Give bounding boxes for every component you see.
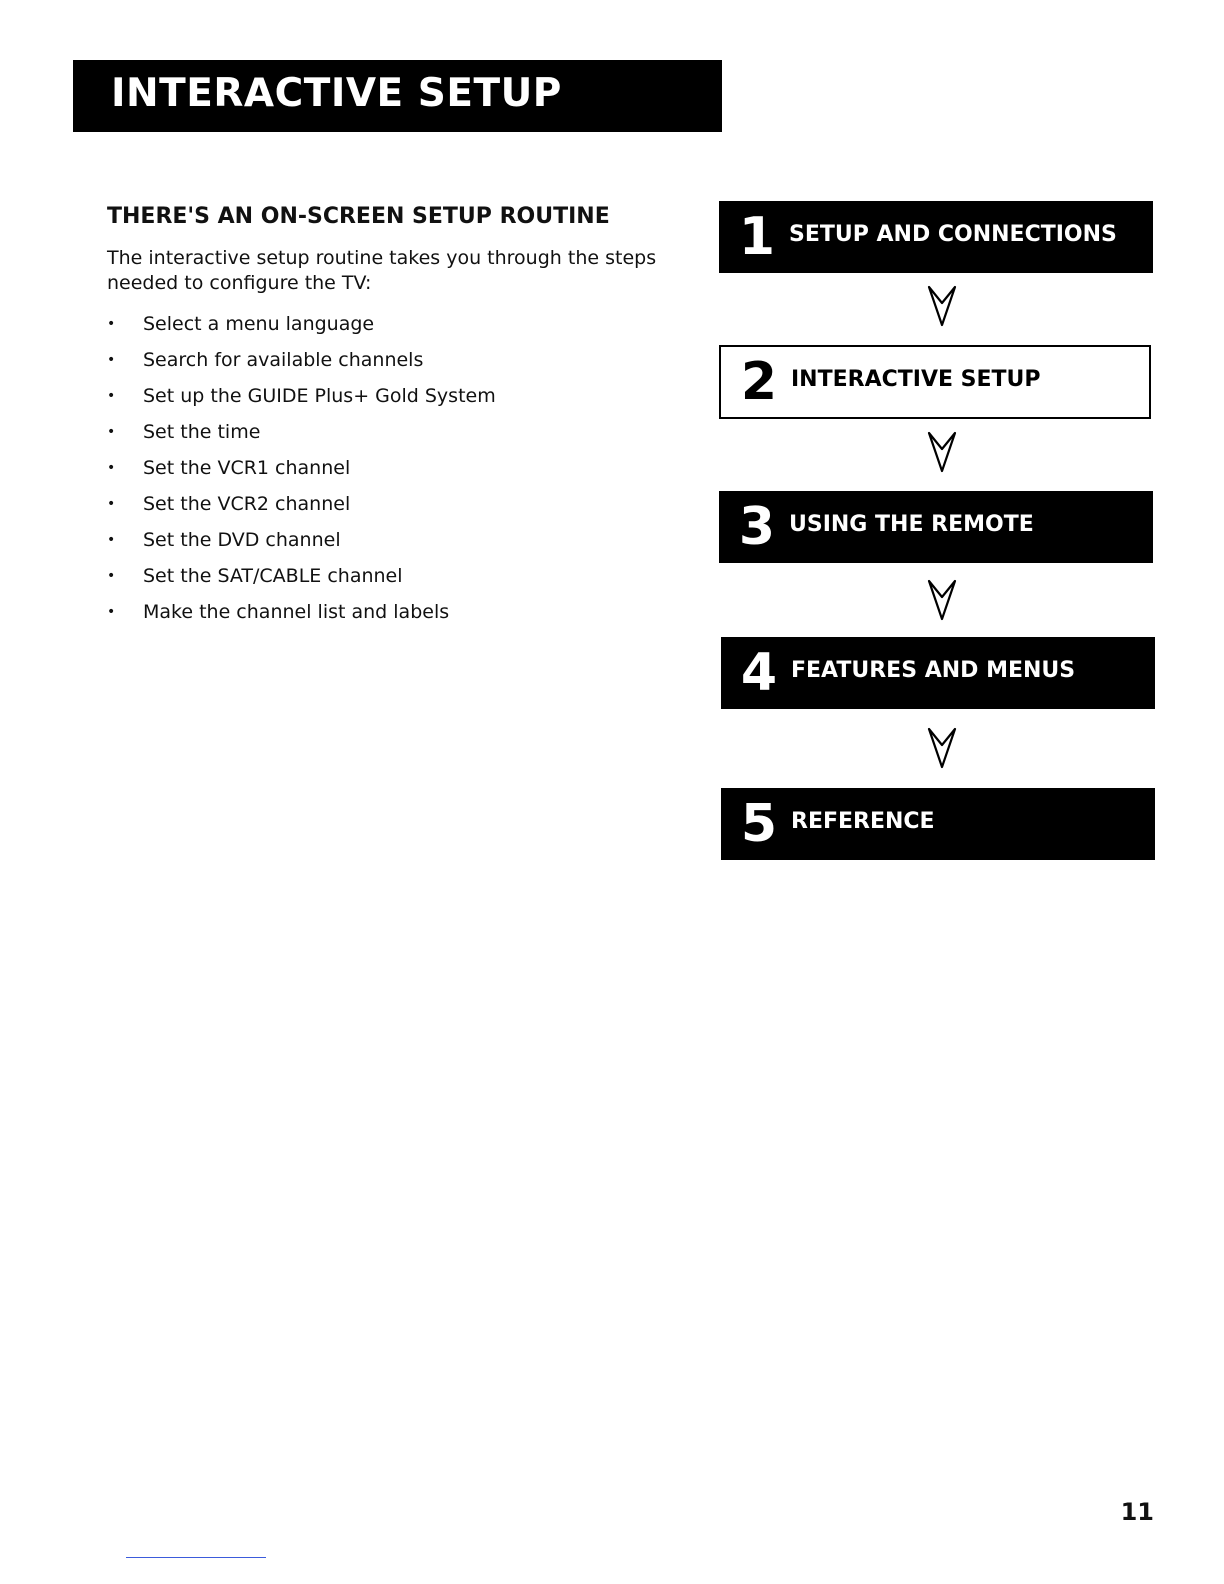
step-number: 1: [738, 207, 776, 267]
down-arrow-icon: [927, 285, 957, 329]
list-item: [107, 306, 496, 342]
step-label: INTERACTIVE SETUP: [791, 366, 1041, 392]
list-item-text: Set the DVD channel: [143, 529, 341, 551]
intro-paragraph: The interactive setup routine takes you through the steps needed to configure the TV:: [107, 247, 657, 294]
footer-rule: [126, 1557, 266, 1558]
list-item: [107, 414, 496, 450]
page-title: INTERACTIVE SETUP: [111, 70, 562, 116]
list-item: [107, 342, 496, 378]
bullet-icon: •: [107, 316, 116, 332]
step-number: 4: [740, 643, 778, 703]
step-number: 2: [740, 352, 778, 412]
list-item: [107, 486, 496, 522]
step-label: SETUP AND CONNECTIONS: [789, 221, 1117, 247]
chapter-step-3: [719, 491, 1153, 563]
down-arrow-icon: [927, 579, 957, 623]
list-item: [107, 594, 496, 630]
step-label: REFERENCE: [791, 808, 935, 834]
chapter-step-4: [721, 637, 1155, 709]
step-number: 5: [740, 794, 778, 854]
bullet-icon: •: [107, 604, 116, 620]
section-heading: THERE'S AN ON-SCREEN SETUP ROUTINE: [107, 204, 610, 229]
setup-steps-list: [107, 306, 496, 630]
down-arrow-icon: [927, 431, 957, 475]
bullet-icon: •: [107, 496, 116, 512]
page-number: 11: [1120, 1498, 1154, 1526]
bullet-icon: •: [107, 532, 116, 548]
list-item: [107, 522, 496, 558]
bullet-icon: •: [107, 352, 116, 368]
chapter-step-2: [719, 345, 1151, 419]
bullet-icon: •: [107, 388, 116, 404]
step-number: 3: [738, 497, 776, 557]
chapter-step-5: [721, 788, 1155, 860]
list-item-text: Set the time: [143, 421, 261, 443]
list-item: [107, 450, 496, 486]
bullet-icon: •: [107, 568, 116, 584]
list-item-text: Select a menu language: [143, 313, 375, 335]
bullet-icon: •: [107, 424, 116, 440]
down-arrow-icon: [927, 727, 957, 771]
list-item-text: Set the SAT/CABLE channel: [143, 565, 403, 587]
list-item: [107, 558, 496, 594]
list-item-text: Make the channel list and labels: [143, 601, 450, 623]
step-label: FEATURES AND MENUS: [791, 657, 1076, 683]
bullet-icon: •: [107, 460, 116, 476]
list-item-text: Set the VCR1 channel: [143, 457, 351, 479]
list-item-text: Set the VCR2 channel: [143, 493, 351, 515]
step-label: USING THE REMOTE: [789, 511, 1034, 537]
list-item-text: Search for available channels: [143, 349, 424, 371]
page-header-bar: [73, 60, 722, 132]
list-item: [107, 378, 496, 414]
list-item-text: Set up the GUIDE Plus+ Gold System: [143, 385, 496, 407]
chapter-step-1: [719, 201, 1153, 273]
